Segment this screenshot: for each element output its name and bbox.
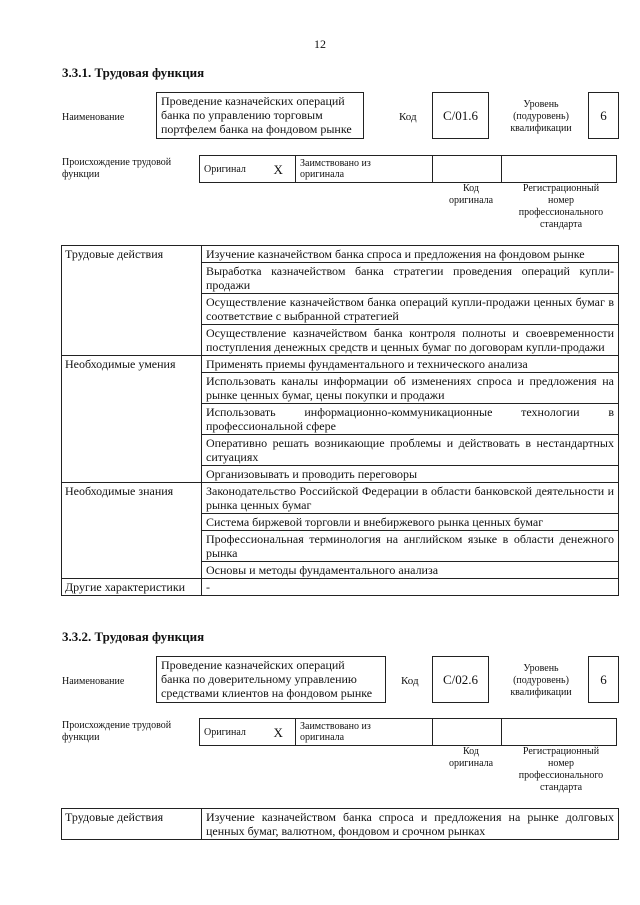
function-name-line: портфелем банка на фондовом рынке xyxy=(161,122,352,136)
level-label-line: Уровень xyxy=(523,663,559,674)
item-cell: Система биржевой торговли и внебиржевого рынка ценных бумаг xyxy=(202,514,619,531)
registration-caption-1 xyxy=(506,183,616,231)
item-cell: Осуществление казначейством банка операций купли-продажи ценных бумаг в соответствие с выбранной стратегией xyxy=(202,294,619,325)
borrowed-label-line: оригинала xyxy=(300,732,345,743)
level-label-1 xyxy=(500,99,582,135)
item-cell: Использовать информационно-коммуникационные технологии в профессиональной сфере xyxy=(202,404,619,435)
item-cell: Организовывать и проводить переговоры xyxy=(202,466,619,483)
caption-line: оригинала xyxy=(448,195,494,206)
category-cell: Трудовые действия xyxy=(62,246,202,356)
item-cell: Оперативно решать возникающие проблемы и действовать в нестандартных ситуациях xyxy=(202,435,619,466)
category-cell: Трудовые действия xyxy=(62,809,202,840)
origin-table-2 xyxy=(199,718,617,746)
level-label-line: квалификации xyxy=(510,687,572,698)
section-title-2: 3.3.2. Трудовая функция xyxy=(62,629,205,644)
caption-line: профессионального xyxy=(518,207,604,218)
level-label-line: (подуровень) xyxy=(513,111,569,122)
item-cell: Профессиональная терминология на английском языке в области денежного рынка xyxy=(202,531,619,562)
level-label-line: квалификации xyxy=(510,123,572,134)
name-label-2: Наименование xyxy=(62,676,125,687)
original-mark: X xyxy=(262,156,296,183)
borrowed-label-line: Заимствовано из xyxy=(300,158,371,169)
function-details-table-1 xyxy=(61,245,619,596)
level-box-1: 6 xyxy=(588,92,619,139)
code-label-2: Код xyxy=(401,675,419,687)
item-cell: Выработка казначейством банка стратегии проведения операций купли-продажи xyxy=(202,263,619,294)
origin-label-2 xyxy=(62,720,171,744)
original-label: Оригинал xyxy=(200,156,262,183)
function-name-line: Проведение казначейских операций xyxy=(161,94,345,108)
code-caption-1 xyxy=(436,183,506,207)
function-name-box-1 xyxy=(156,92,364,139)
item-cell: Изучение казначейством банка спроса и предложения на фондовом рынке xyxy=(202,246,619,263)
origin-label-1 xyxy=(62,157,171,181)
function-name-line: Проведение казначейских операций xyxy=(161,658,345,672)
code-box-1: С/01.6 xyxy=(432,92,489,139)
caption-line: Регистрационный xyxy=(522,746,600,757)
caption-line: Код xyxy=(463,183,479,194)
borrowed-label-line: Заимствовано из xyxy=(300,721,371,732)
function-name-line: банка по доверительному управлению xyxy=(161,672,357,686)
code-box-2: С/02.6 xyxy=(432,656,489,703)
category-cell: Необходимые умения xyxy=(62,356,202,483)
caption-line: стандарта xyxy=(539,782,583,793)
caption-line: Регистрационный xyxy=(522,183,600,194)
registration-number-cell xyxy=(502,156,617,183)
item-cell: Использовать каналы информации об изменениях спроса и предложения на рынке ценных бумаг, цены покупки и продажи xyxy=(202,373,619,404)
category-cell: Необходимые знания xyxy=(62,483,202,579)
level-label-2 xyxy=(500,663,582,699)
function-name-line: банка по управлению торговым xyxy=(161,108,323,122)
caption-line: профессионального xyxy=(518,770,604,781)
borrowed-label xyxy=(296,719,433,746)
origin-table-1 xyxy=(199,155,617,183)
caption-line: стандарта xyxy=(539,219,583,230)
caption-line: оригинала xyxy=(448,758,494,769)
function-name-box-2 xyxy=(156,656,386,703)
caption-line: номер xyxy=(548,195,574,206)
item-cell: Законодательство Российской Федерации в области банковской деятельности и рынка ценных бумаг xyxy=(202,483,619,514)
origin-label-line: Происхождение трудовой xyxy=(62,157,172,168)
origin-label-line: функции xyxy=(62,169,100,180)
original-label: Оригинал xyxy=(200,719,262,746)
origin-label-line: Происхождение трудовой xyxy=(62,720,172,731)
item-cell: Изучение казначейством банка спроса и предложения на рынке долговых ценных бумаг, валютном, фондовом и срочном рынках xyxy=(202,809,619,840)
original-code-cell xyxy=(433,156,502,183)
item-cell: Основы и методы фундаментального анализа xyxy=(202,562,619,579)
original-mark: X xyxy=(262,719,296,746)
borrowed-label-line: оригинала xyxy=(300,169,345,180)
caption-line: номер xyxy=(548,758,574,769)
code-caption-2 xyxy=(436,746,506,770)
origin-label-line: функции xyxy=(62,732,100,743)
original-code-cell xyxy=(433,719,502,746)
registration-number-cell xyxy=(502,719,617,746)
registration-caption-2 xyxy=(506,746,616,794)
caption-line: Код xyxy=(463,746,479,757)
level-label-line: (подуровень) xyxy=(513,675,569,686)
item-cell: Применять приемы фундаментального и технического анализа xyxy=(202,356,619,373)
level-label-line: Уровень xyxy=(523,99,559,110)
function-name-line: средствами клиентов на фондовом рынке xyxy=(161,686,373,700)
code-label-1: Код xyxy=(399,111,417,123)
borrowed-label xyxy=(296,156,433,183)
item-cell: - xyxy=(202,579,619,596)
level-box-2: 6 xyxy=(588,656,619,703)
function-details-table-2 xyxy=(61,808,619,840)
name-label-1: Наименование xyxy=(62,112,125,123)
page-number: 12 xyxy=(314,37,326,51)
category-cell: Другие характеристики xyxy=(62,579,202,596)
section-title-1: 3.3.1. Трудовая функция xyxy=(62,65,205,80)
item-cell: Осуществление казначейством банка контроля полноты и своевременности поступления денежных средств и ценных бумаг по договорам купли-продажи xyxy=(202,325,619,356)
